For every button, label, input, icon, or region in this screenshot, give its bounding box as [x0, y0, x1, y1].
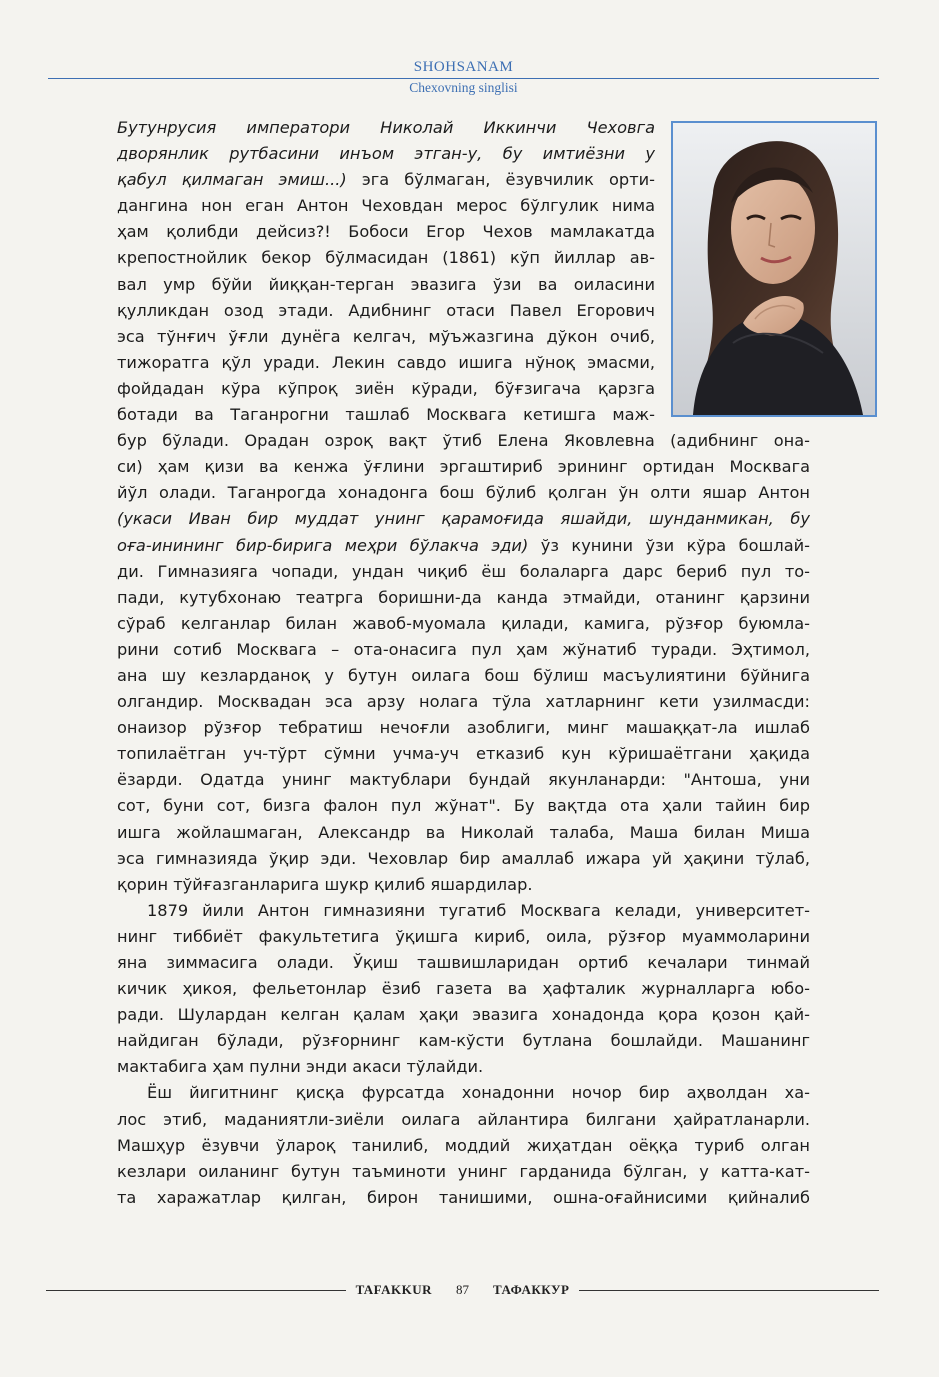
- running-header: [48, 58, 879, 96]
- body-line: [117, 480, 810, 506]
- body-text: 1879 йили Антон гимназияни тугатиб Москвага келади, университет-: [147, 900, 810, 920]
- body-text: эса тўнғич ўғли дунёга келгач, мўъжазгина дўкон очиб,: [117, 326, 655, 346]
- body-text: Ёш йигитнинг қисқа фурсатда хонадонни ночор бир аҳволдан ха-: [147, 1083, 810, 1103]
- body-text: қулликдан озод этади. Адибнинг отаси Павел Егорович: [117, 300, 655, 320]
- body-text: нинг тиббиёт факультетига ўқишга кириб, оила, рўзғор муаммоларини: [117, 926, 810, 946]
- body-line: [117, 350, 655, 376]
- body-text: та харажатлар қилган, бирон танишими, ошна-оғайнисими қийналиб: [117, 1187, 810, 1207]
- body-line: [117, 741, 810, 767]
- body-line: [117, 1107, 810, 1133]
- body-text: ана шу кезларданоқ у бутун оилага бош бўлиш масъулиятини бўйнига: [117, 665, 810, 685]
- body-line: [117, 533, 810, 559]
- body-line: [117, 1002, 810, 1028]
- body-text: Машҳур ёзувчи ўлароқ танилиб, моддий жиҳатдан оёққа туриб олган: [117, 1135, 810, 1155]
- body-text: ўз кунини ўзи кўра бошлай-: [528, 535, 810, 555]
- body-line: [117, 611, 810, 637]
- body-text: топилаётган уч-тўрт сўмни учма-уч етказиб кун кўришаётгани ҳақида: [117, 744, 810, 764]
- italic-text: қабул қилмаган эмиш...): [117, 170, 347, 190]
- body-line: [117, 898, 810, 924]
- body-line: [117, 324, 655, 350]
- body-text: сўраб келганлар билан жавоб-муомала қилади, камига, рўзғор буюмла-: [117, 613, 810, 633]
- italic-text: оға-инининг бир-бирига меҳри бўлакча эди): [117, 535, 529, 555]
- footer-rule-right: [579, 1290, 879, 1291]
- body-line: [117, 115, 655, 141]
- italic-text: дворянлик рутбасини инъом этган-у, бу имтиёзни у: [117, 144, 655, 164]
- header-rule: [48, 78, 879, 79]
- body-text: ботади ва Таганрогни ташлаб Москвага кетишга маж-: [117, 405, 655, 425]
- body-line: [117, 1185, 810, 1211]
- body-line: [117, 950, 810, 976]
- body-line: [117, 793, 810, 819]
- body-text: си) ҳам қизи ва кенжа ўғлини эргаштириб эрининг ортидан Москвага: [117, 457, 810, 477]
- body-line: [117, 402, 655, 428]
- body-line: [117, 219, 655, 245]
- italic-text: Бутунрусия императори Николай Иккинчи Чеховга: [117, 118, 655, 137]
- footer-magazine-name-cyrillic: ТАФАККУР: [493, 1282, 570, 1297]
- section-title: SHOHSANAM: [413, 59, 514, 75]
- body-text: йўл олади. Таганрогда хонадонга бош бўлиб қолган ўн олти яшар Антон: [117, 483, 810, 503]
- body-text: ишга жойлашмаган, Александр ва Николай талаба, Маша билан Миша: [117, 822, 810, 842]
- body-text: кичик ҳикоя, фельетонлар ёзиб газета ва ҳафталик журналларга юбо-: [117, 979, 810, 999]
- body-text: рини сотиб Москвага – ота-онасига пул ҳам жўнатиб туради. Эҳтимол,: [117, 639, 810, 659]
- body-line: [117, 298, 655, 324]
- body-text: ди. Гимназияга чопади, ундан чиқиб ёш болаларга дарс бериб пул то-: [117, 561, 810, 581]
- body-text: ради. Шулардан келган қалам ҳақи эвазига хонадонда қора қозон қай-: [117, 1005, 810, 1025]
- body-line: [117, 663, 810, 689]
- body-text: найдиган бўлади, рўзғорнинг кам-кўсти бутлана бошлайди. Машанинг: [117, 1031, 810, 1051]
- footer-rule-left: [46, 1290, 346, 1291]
- body-line: [117, 1080, 810, 1106]
- body-text: мактабига ҳам пулни энди акаси тўлайди.: [117, 1057, 484, 1077]
- body-line: [117, 376, 655, 402]
- body-text: кезлари оиланинг бутун таъминоти унинг гарданида бўлган, у катта-кат-: [117, 1161, 810, 1181]
- body-text: крепостнойлик бекор бўлмасидан (1861) кўп йиллар ав-: [117, 248, 655, 268]
- body-text: лос этиб, маданиятли-зиёли оилага айлантира билгани ҳайратланарли.: [117, 1109, 810, 1129]
- body-text: олгандир. Москвадан эса арзу нолага тўла хатларнинг кети узилмасди:: [117, 692, 810, 712]
- body-line: [117, 1159, 810, 1185]
- body-line: [117, 141, 655, 167]
- body-line: [117, 1133, 810, 1159]
- body-text: тижоратга қўл уради. Лекин савдо ишига нўноқ эмасми,: [117, 352, 655, 372]
- body-text: фойдадан кўра кўпроқ зиён кўради, бўғзигача қарзга: [117, 378, 655, 398]
- body-line: [117, 454, 810, 480]
- body-line: [117, 924, 810, 950]
- footer-magazine-name-latin: TAFAKKUR: [355, 1282, 433, 1297]
- body-text: ёзарди. Одатда унинг мактублари бундай якунланарди: "Антоша, уни: [117, 770, 810, 790]
- body-line: [117, 559, 810, 585]
- body-text: пади, кутубхонаю театрга боришни-да канда этмайди, отанинг қарзини: [117, 587, 810, 607]
- body-line: [117, 689, 810, 715]
- body-text: қорин тўйғазганларига шукр қилиб яшардилар.: [117, 874, 533, 894]
- body-text: эга бўлмаган, ёзувчилик орти-: [346, 170, 655, 190]
- body-text: онаизор рўзғор тебратиш нечоғли азоблиги, минг машаққат-ла ишлаб: [117, 718, 810, 738]
- body-line: [117, 976, 810, 1002]
- body-line: [117, 272, 655, 298]
- body-line: [117, 820, 810, 846]
- body-line: [117, 428, 810, 454]
- body-line: [117, 1028, 810, 1054]
- body-line: [117, 245, 655, 271]
- page-number: 87: [456, 1282, 470, 1297]
- body-line: [117, 1054, 810, 1080]
- body-line: [117, 846, 810, 872]
- body-text: эса гимназияда ўқир эди. Чеховлар бир амаллаб ижара уй ҳақини тўлаб,: [117, 848, 810, 868]
- body-line: [117, 715, 810, 741]
- body-text: дангина нон еган Антон Чеховдан мерос бўлгулик нима: [117, 196, 655, 216]
- body-line: [117, 767, 810, 793]
- body-text: сот, буни сот, бизга фалон пул жўнат". Бу вақтда ота ҳали тайин бир: [117, 796, 810, 816]
- body-line: [117, 637, 810, 663]
- article-subtitle: Chexovning singlisi: [409, 80, 518, 95]
- page-footer: [46, 1280, 879, 1300]
- body-line: [117, 585, 810, 611]
- body-text: бур бўлади. Орадан озроқ вақт ўтиб Елена Яковлевна (адибнинг она-: [117, 431, 810, 451]
- body-line: [117, 872, 810, 898]
- body-text: яна зиммасига олади. Ўқиш ташвишларидан ортиб кечалари тинмай: [117, 953, 810, 972]
- body-text: вал умр бўйи йиққан-терган эвазига ўзи ва оиласини: [117, 274, 655, 294]
- article-body: [117, 115, 810, 1211]
- italic-text: (укаси Иван бир муддат унинг қарамоғида яшайди, шунданмикан, бу: [117, 509, 810, 529]
- body-line: [117, 506, 810, 532]
- body-line: [117, 193, 655, 219]
- body-line: [117, 167, 655, 193]
- body-text: ҳам қолибди дейсиз?! Бобоси Егор Чехов мамлакатда: [117, 222, 655, 242]
